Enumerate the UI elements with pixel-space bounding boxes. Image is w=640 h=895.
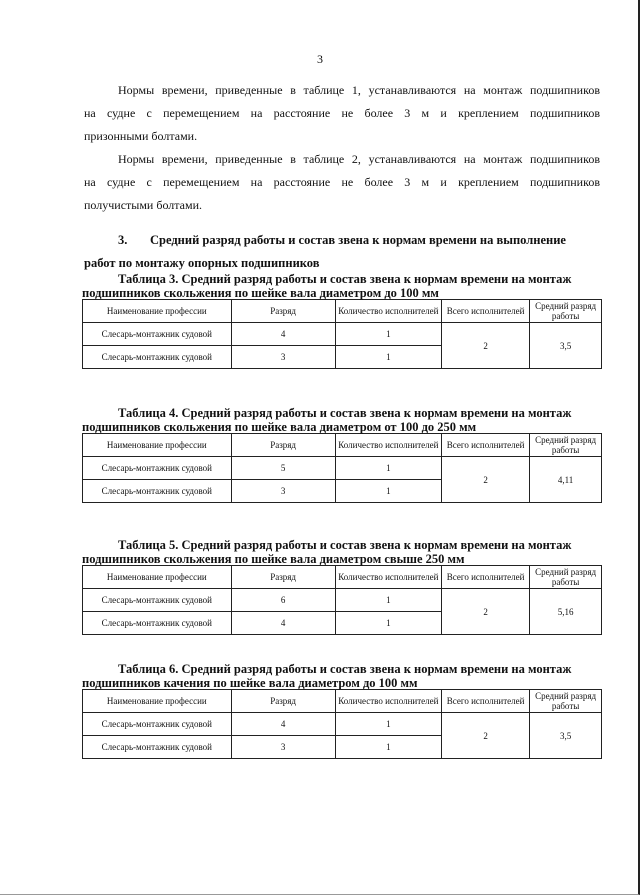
header-avg: Средний разряд работы — [530, 566, 602, 589]
header-count: Количество исполнителей — [335, 690, 441, 713]
cell-count: 1 — [335, 713, 441, 736]
table-caption-line2: подшипников качения по шейке вала диаметром до 100 мм — [82, 676, 418, 690]
header-profession: Наименование профессии — [83, 566, 232, 589]
paragraph-line: Нормы времени, приведенные в таблице 2, устанавливаются на монтаж подшипников — [118, 152, 600, 166]
table-block-4 — [82, 406, 602, 503]
table-caption-line1: Таблица 3. Средний разряд работы и состав звена к нормам времени на монтаж — [118, 272, 572, 286]
table-block-3 — [82, 272, 602, 369]
section-title-line1: Средний разряд работы и состав звена к нормам времени на выполнение — [150, 233, 566, 247]
paragraph-line: на судне с перемещением на расстояние не более 3 м и креплением подшипников — [84, 106, 600, 120]
table-row — [83, 323, 602, 346]
cell-total: 2 — [442, 457, 530, 503]
table-block-6 — [82, 662, 602, 759]
cell-grade: 3 — [231, 480, 335, 503]
table-caption-line1: Таблица 5. Средний разряд работы и состав звена к нормам времени на монтаж — [118, 538, 572, 552]
crew-table — [82, 689, 602, 759]
paragraph-table2-note — [84, 148, 600, 217]
cell-count: 1 — [335, 346, 441, 369]
cell-count: 1 — [335, 480, 441, 503]
crew-table — [82, 299, 602, 369]
cell-count: 1 — [335, 736, 441, 759]
header-count: Количество исполнителей — [335, 434, 441, 457]
cell-total: 2 — [442, 589, 530, 635]
table-block-5 — [82, 538, 602, 635]
header-profession: Наименование профессии — [83, 434, 232, 457]
table-caption — [82, 272, 602, 300]
header-total: Всего исполнителей — [442, 690, 530, 713]
table-caption — [82, 662, 602, 690]
table-header-row — [83, 300, 602, 323]
header-total: Всего исполнителей — [442, 566, 530, 589]
cell-profession: Слесарь-монтажник судовой — [83, 480, 232, 503]
paragraph-table1-note — [84, 79, 600, 148]
table-caption-line1: Таблица 4. Средний разряд работы и состав звена к нормам времени на монтаж — [118, 406, 572, 420]
header-profession: Наименование профессии — [83, 690, 232, 713]
cell-grade: 6 — [231, 589, 335, 612]
cell-grade: 5 — [231, 457, 335, 480]
table-header-row — [83, 434, 602, 457]
cell-profession: Слесарь-монтажник судовой — [83, 736, 232, 759]
crew-table — [82, 433, 602, 503]
table-header-row — [83, 566, 602, 589]
header-avg: Средний разряд работы — [530, 690, 602, 713]
section-heading — [84, 229, 600, 275]
paragraph-line: на судне с перемещением на расстояние не более 3 м и креплением подшипников — [84, 175, 600, 189]
table-caption-line2: подшипников скольжения по шейке вала диаметром до 100 мм — [82, 286, 439, 300]
section-title-line2: работ по монтажу опорных подшипников — [84, 256, 320, 270]
cell-profession: Слесарь-монтажник судовой — [83, 323, 232, 346]
table-row — [83, 589, 602, 612]
header-grade: Разряд — [231, 434, 335, 457]
cell-grade: 3 — [231, 346, 335, 369]
table-caption-line2: подшипников скольжения по шейке вала диаметром свыше 250 мм — [82, 552, 465, 566]
cell-total: 2 — [442, 713, 530, 759]
header-count: Количество исполнителей — [335, 300, 441, 323]
paragraph-line: Нормы времени, приведенные в таблице 1, устанавливаются на монтаж подшипников — [118, 83, 600, 97]
cell-grade: 4 — [231, 713, 335, 736]
table-caption — [82, 406, 602, 434]
table-row — [83, 457, 602, 480]
table-caption — [82, 538, 602, 566]
header-grade: Разряд — [231, 300, 335, 323]
cell-count: 1 — [335, 323, 441, 346]
header-avg: Средний разряд работы — [530, 434, 602, 457]
cell-total: 2 — [442, 323, 530, 369]
header-grade: Разряд — [231, 566, 335, 589]
cell-count: 1 — [335, 612, 441, 635]
cell-grade: 4 — [231, 323, 335, 346]
cell-count: 1 — [335, 457, 441, 480]
cell-profession: Слесарь-монтажник судовой — [83, 589, 232, 612]
cell-profession: Слесарь-монтажник судовой — [83, 457, 232, 480]
table-row — [83, 713, 602, 736]
cell-count: 1 — [335, 589, 441, 612]
table-header-row — [83, 690, 602, 713]
cell-grade: 3 — [231, 736, 335, 759]
cell-profession: Слесарь-монтажник судовой — [83, 713, 232, 736]
section-number: 3. — [118, 233, 128, 247]
header-avg: Средний разряд работы — [530, 300, 602, 323]
cell-avg: 3,5 — [530, 713, 602, 759]
paragraph-line: получистыми болтами. — [84, 198, 203, 212]
crew-table — [82, 565, 602, 635]
cell-avg: 4,11 — [530, 457, 602, 503]
cell-profession: Слесарь-монтажник судовой — [83, 346, 232, 369]
header-total: Всего исполнителей — [442, 434, 530, 457]
header-grade: Разряд — [231, 690, 335, 713]
header-count: Количество исполнителей — [335, 566, 441, 589]
page-number: 3 — [317, 52, 323, 66]
cell-avg: 3,5 — [530, 323, 602, 369]
paragraph-line: призонными болтами. — [84, 129, 198, 143]
cell-grade: 4 — [231, 612, 335, 635]
header-profession: Наименование профессии — [83, 300, 232, 323]
table-caption-line2: подшипников скольжения по шейке вала диаметром от 100 до 250 мм — [82, 420, 477, 434]
header-total: Всего исполнителей — [442, 300, 530, 323]
cell-avg: 5,16 — [530, 589, 602, 635]
table-caption-line1: Таблица 6. Средний разряд работы и состав звена к нормам времени на монтаж — [118, 662, 572, 676]
cell-profession: Слесарь-монтажник судовой — [83, 612, 232, 635]
